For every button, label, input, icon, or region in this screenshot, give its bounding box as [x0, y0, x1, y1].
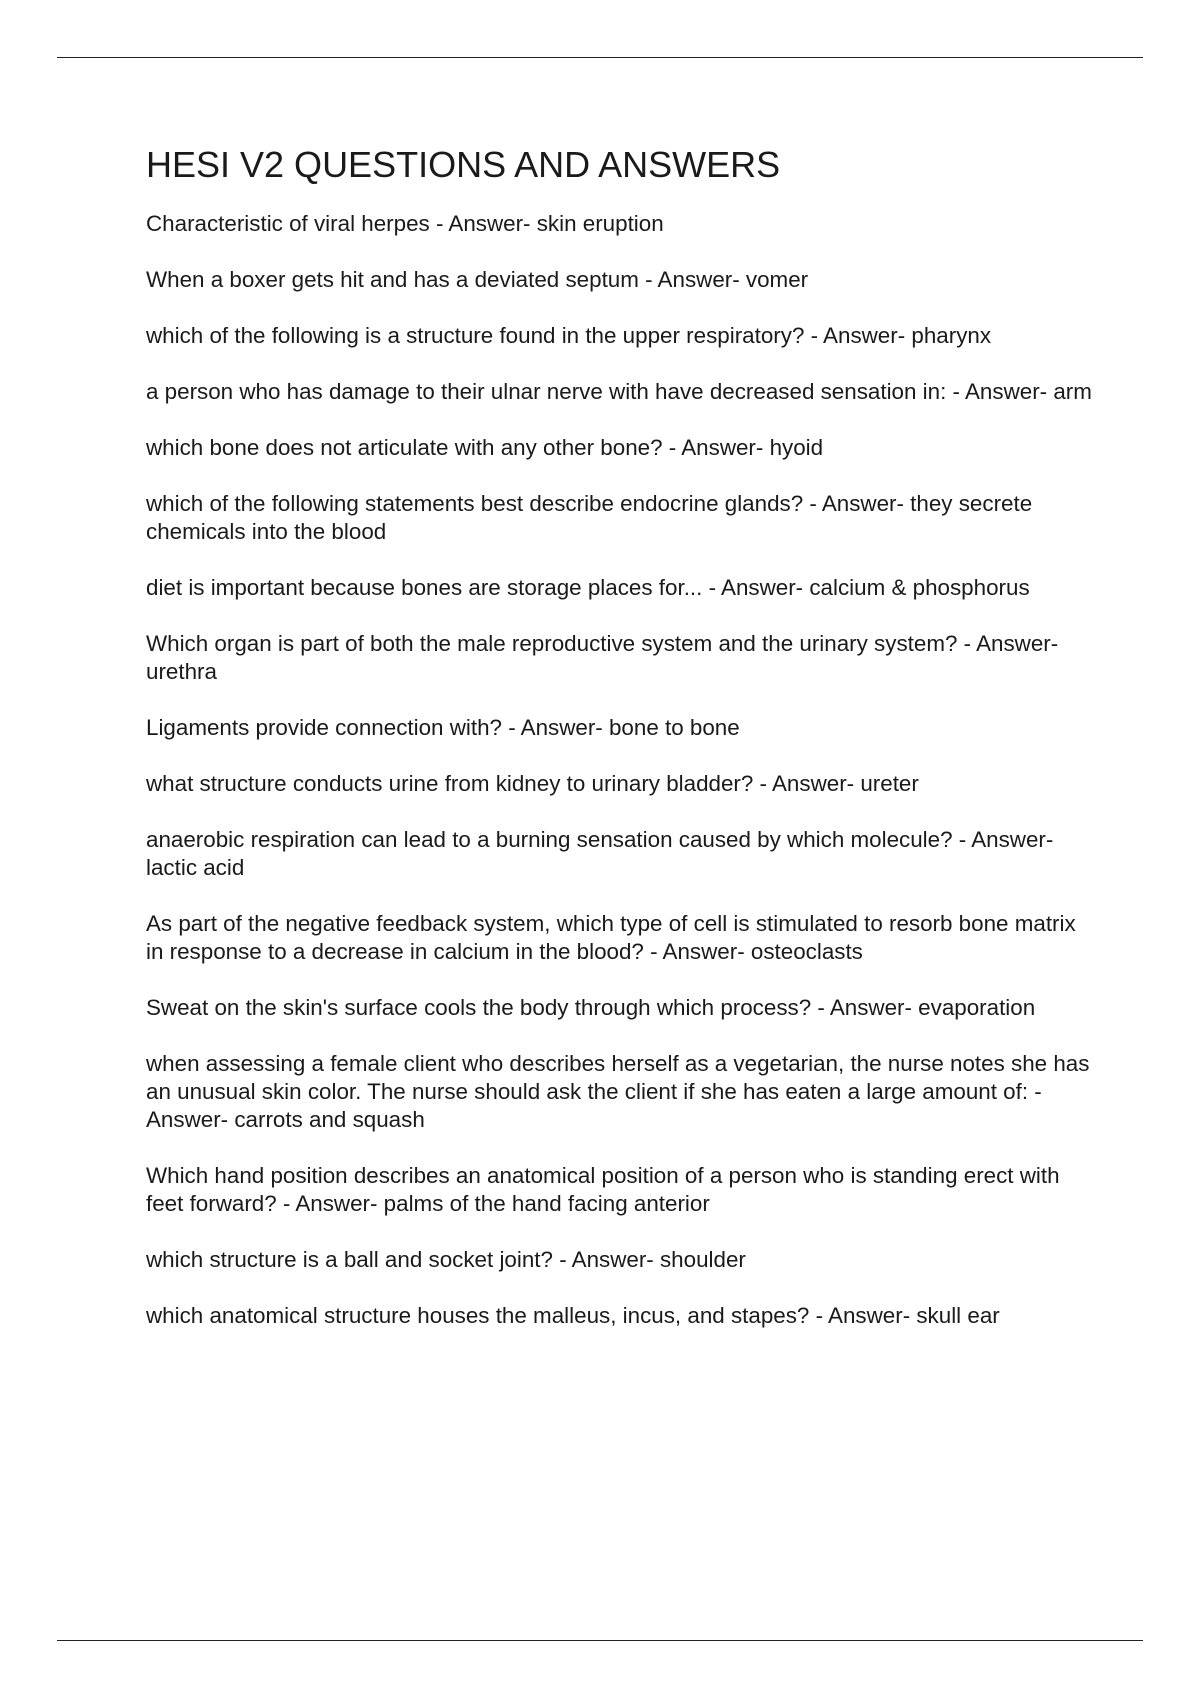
- qa-item: when assessing a female client who describes herself as a vegetarian, the nurse notes she has an unusual skin color. The nurse should ask the client if she has eaten a large amount of: - Answer- carrots and squash: [146, 1051, 1090, 1132]
- qa-item: a person who has damage to their ulnar nerve with have decreased sensation in: - Answer- arm: [146, 379, 1092, 404]
- qa-item: which bone does not articulate with any other bone? - Answer- hyoid: [146, 435, 824, 460]
- qa-item: As part of the negative feedback system, which type of cell is stimulated to resorb bone matrix in response to a decrease in calcium in the blood? - Answer- osteoclasts: [146, 911, 1076, 964]
- qa-item: Characteristic of viral herpes - Answer- skin eruption: [146, 211, 664, 236]
- qa-item: When a boxer gets hit and has a deviated septum - Answer- vomer: [146, 267, 809, 292]
- document-body: [146, 140, 1096, 1358]
- qa-item: Ligaments provide connection with? - Answer- bone to bone: [146, 715, 740, 740]
- qa-item: which of the following statements best describe endocrine glands? - Answer- they secrete chemicals into the blood: [146, 491, 1033, 544]
- qa-item: which anatomical structure houses the malleus, incus, and stapes? - Answer- skull ear: [146, 1303, 1000, 1328]
- qa-item: Sweat on the skin's surface cools the body through which process? - Answer- evaporation: [146, 995, 1036, 1020]
- document-title: HESI V2 QUESTIONS AND ANSWERS: [146, 144, 781, 185]
- qa-item: which of the following is a structure found in the upper respiratory? - Answer- pharynx: [146, 323, 992, 348]
- footer-rule: [57, 1640, 1143, 1641]
- qa-item: which structure is a ball and socket joint? - Answer- shoulder: [146, 1247, 746, 1272]
- qa-item: Which organ is part of both the male reproductive system and the urinary system? - Answer- urethra: [146, 631, 1059, 684]
- qa-item: diet is important because bones are storage places for... - Answer- calcium & phosphorus: [146, 575, 1030, 600]
- header-rule: [57, 57, 1143, 58]
- qa-item: Which hand position describes an anatomical position of a person who is standing erect with feet forward? - Answer- palms of the hand facing anterior: [146, 1163, 1060, 1216]
- qa-list: [146, 210, 1096, 1330]
- qa-item: what structure conducts urine from kidney to urinary bladder? - Answer- ureter: [146, 771, 919, 796]
- qa-item: anaerobic respiration can lead to a burning sensation caused by which molecule? - Answer- lactic acid: [146, 827, 1054, 880]
